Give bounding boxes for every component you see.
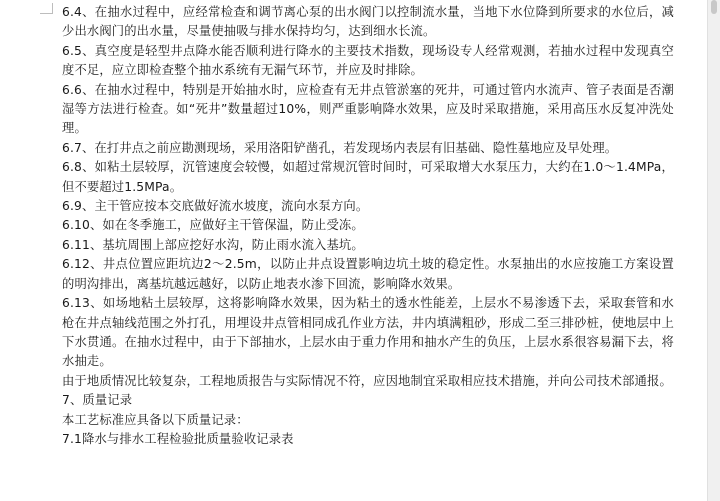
paragraph-6-9: 6.9、主干管应按本交底做好流水坡度，流向水泵方向。 bbox=[62, 199, 369, 214]
section-heading-quality-records: 7、质量记录 bbox=[62, 393, 133, 408]
paragraph-6-5: 6.5、真空度是轻型井点降水能否顺利进行降水的主要技术指数，现场设专人经常观测，若抽水过程中发现真空度不足，应立即检查整个抽水系统有无漏气环节，并应及时排除。 bbox=[62, 43, 674, 78]
paragraph-6-8: 6.8、如粘土层较厚，沉管速度会较慢，如超过常规沉管时间时，可采取增大水泵压力，大约在1.0～1.4MPa，但不要超过1.5MPa。 bbox=[62, 160, 674, 194]
paragraph-6-12: 6.12、井点位置应距坑边2～2.5m，以防止井点设置影响边坑土坡的稳定性。水泵抽出的水应按施工方案设置的明沟排出，离基坑越远越好，以防止地表水渗下回流，影响降水效果。 bbox=[62, 257, 674, 291]
paragraph-quality-records-intro: 本工艺标准应具备以下质量记录： bbox=[62, 412, 249, 427]
vertical-scrollbar[interactable] bbox=[707, 0, 720, 501]
paragraph-6-6: 6.6、在抽水过程中，特别是开始抽水时，应检查有无井点管淤塞的死井，可通过管内水流声、管子表面是否潮湿等方法进行检查。如“死井”数量超过10%，则严重影响降水效果，应及时采取措施，采用高压水反复冲洗处理。 bbox=[62, 82, 674, 136]
paragraph-6-13: 6.13、如场地粘土层较厚，这将影响降水效果，因为粘土的透水性能差，上层水不易渗透下去，采取套管和水枪在井点轴线范围之外打孔，用埋设井点管相同成孔作业方法，井内填满粗砂，形成二至三排砂桩，使地层中上下水贯通。在抽水过程中，由于下部抽水，上层水由于重力作用和抽水产生的负压，上层水系很容易漏下去，将水抽走。 bbox=[62, 296, 674, 369]
paragraph-7-1: 7.1降水与排水工程检验批质量验收记录表 bbox=[62, 431, 294, 446]
document-body bbox=[62, 3, 674, 449]
paragraph-6-4: 6.4、在抽水过程中，应经常检查和调节离心泵的出水阀门以控制流水量，当地下水位降到所要求的水位后，减少出水阀门的出水量，尽量使抽吸与排水保持均匀，达到细水长流。 bbox=[62, 5, 674, 39]
paragraph-6-11: 6.11、基坑周围上部应挖好水沟，防止雨水流入基坑。 bbox=[62, 237, 364, 252]
scrollbar-thumb[interactable] bbox=[711, 0, 717, 14]
paragraph-6-10: 6.10、如在冬季施工，应做好主干管保温，防止受冻。 bbox=[62, 218, 364, 233]
paragraph-geology-note: 由于地质情况比较复杂，工程地质报告与实际情况不符，应因地制宜采取相应技术措施，并向公司技术部通报。 bbox=[62, 373, 672, 388]
page-corner-mark bbox=[40, 3, 53, 14]
paragraph-6-7: 6.7、在打井点之前应勘测现场，采用洛阳铲凿孔，若发现场内表层有旧基础、隐性墓地应及早处理。 bbox=[62, 140, 618, 155]
